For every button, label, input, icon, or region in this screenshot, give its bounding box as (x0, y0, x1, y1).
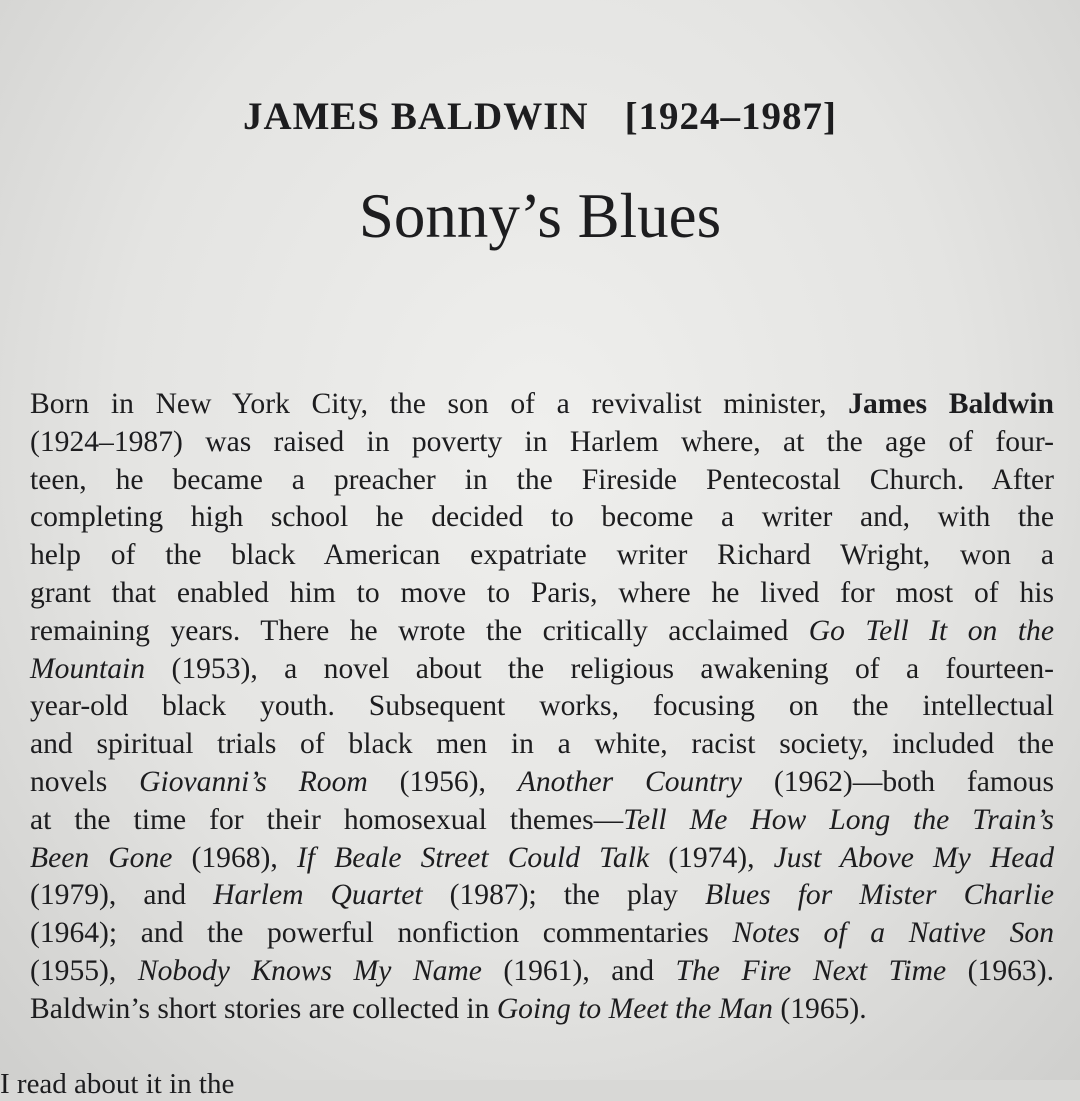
bio-line (30, 991, 1054, 1029)
bio-text: Born in New York City, the son of a revivalist minister, (30, 388, 849, 420)
bio-line (30, 386, 1054, 424)
bio-text: (1965). (772, 992, 867, 1025)
bio-italic-title: The Fire Next Time (675, 954, 947, 987)
bio-italic-title: Go Tell It on the (808, 614, 1054, 647)
bio-text: (1968), (172, 841, 297, 874)
bio-line (30, 462, 1054, 500)
bio-text: teen, he became a preacher in the Fireside Pentecostal Church. After (30, 463, 1054, 496)
bio-line (30, 877, 1054, 915)
bio-text: remaining years. There he wrote the critically acclaimed (30, 614, 809, 647)
bio-text: (1987); the play (422, 879, 705, 912)
bio-text: novels (30, 765, 140, 798)
bio-line (30, 840, 1054, 878)
bio-text: completing high school he decided to become a writer and, with the (30, 501, 1054, 534)
bio-italic-title: Blues for Mister Charlie (704, 879, 1054, 912)
bio-text: (1964); and the powerful nonfiction commentaries (30, 917, 733, 950)
bio-line (30, 613, 1054, 651)
cut-off-text-line: I read about it in the (0, 1068, 235, 1100)
bio-line (30, 802, 1054, 840)
bio-italic-title: If Beale Street Could Talk (296, 841, 650, 874)
bio-line (30, 953, 1054, 991)
bio-italic-title: Tell Me How Long the Train’s (623, 803, 1054, 836)
bio-text: help of the black American expatriate writer Richard Wright, won a (30, 539, 1054, 572)
bio-italic-title: Giovanni’s Room (139, 765, 368, 798)
author-heading (0, 94, 1080, 139)
bio-italic-title: Been Gone (30, 841, 173, 874)
bio-italic-title: Harlem Quartet (213, 879, 423, 912)
bio-text: and spiritual trials of black men in a white, racist society, included the (30, 728, 1054, 761)
bio-italic-title: Another Country (517, 765, 743, 798)
bio-line (30, 726, 1054, 764)
bio-line (30, 499, 1054, 537)
bio-text: (1962)—both famous (742, 765, 1054, 798)
bio-text: (1953), a novel about the religious awakening of a fourteen- (145, 652, 1054, 685)
bio-text: (1955), (30, 954, 138, 987)
bio-italic-title: Just Above My Head (773, 841, 1054, 874)
bio-italic-title: Going to Meet the Man (496, 992, 773, 1025)
bio-italic-title: Nobody Knows My Name (137, 954, 482, 987)
bio-line (30, 651, 1054, 689)
author-dates: [1924–1987] (624, 95, 838, 138)
bio-italic-title: Notes of a Native Son (732, 917, 1054, 950)
bio-text: Baldwin’s short stories are collected in (30, 992, 497, 1025)
bio-text: (1961), and (481, 954, 676, 987)
bio-text: grant that enabled him to move to Paris, where he lived for most of his (30, 576, 1054, 609)
bio-text: (1963). (946, 954, 1054, 987)
author-biography (30, 386, 1054, 1029)
bio-text: year-old black youth. Subsequent works, focusing on the intellectual (30, 690, 1054, 723)
bio-text: (1974), (649, 841, 774, 874)
story-title: Sonny’s Blues (358, 181, 722, 251)
bio-text: (1956), (367, 765, 518, 798)
bio-line (30, 688, 1054, 726)
bio-line (30, 575, 1054, 613)
bio-text: at the time for their homosexual themes— (30, 803, 624, 836)
bio-italic-title: Mountain (30, 652, 146, 685)
bio-line (30, 537, 1054, 575)
bio-bold-name: James Baldwin (848, 388, 1054, 420)
bio-line (30, 764, 1054, 802)
bio-line (30, 424, 1054, 462)
author-name: JAMES BALDWIN (242, 95, 589, 138)
bio-text: (1979), and (30, 879, 214, 912)
bio-line (30, 915, 1054, 953)
bio-text: (1924–1987) was raised in poverty in Harlem where, at the age of four- (30, 425, 1054, 458)
